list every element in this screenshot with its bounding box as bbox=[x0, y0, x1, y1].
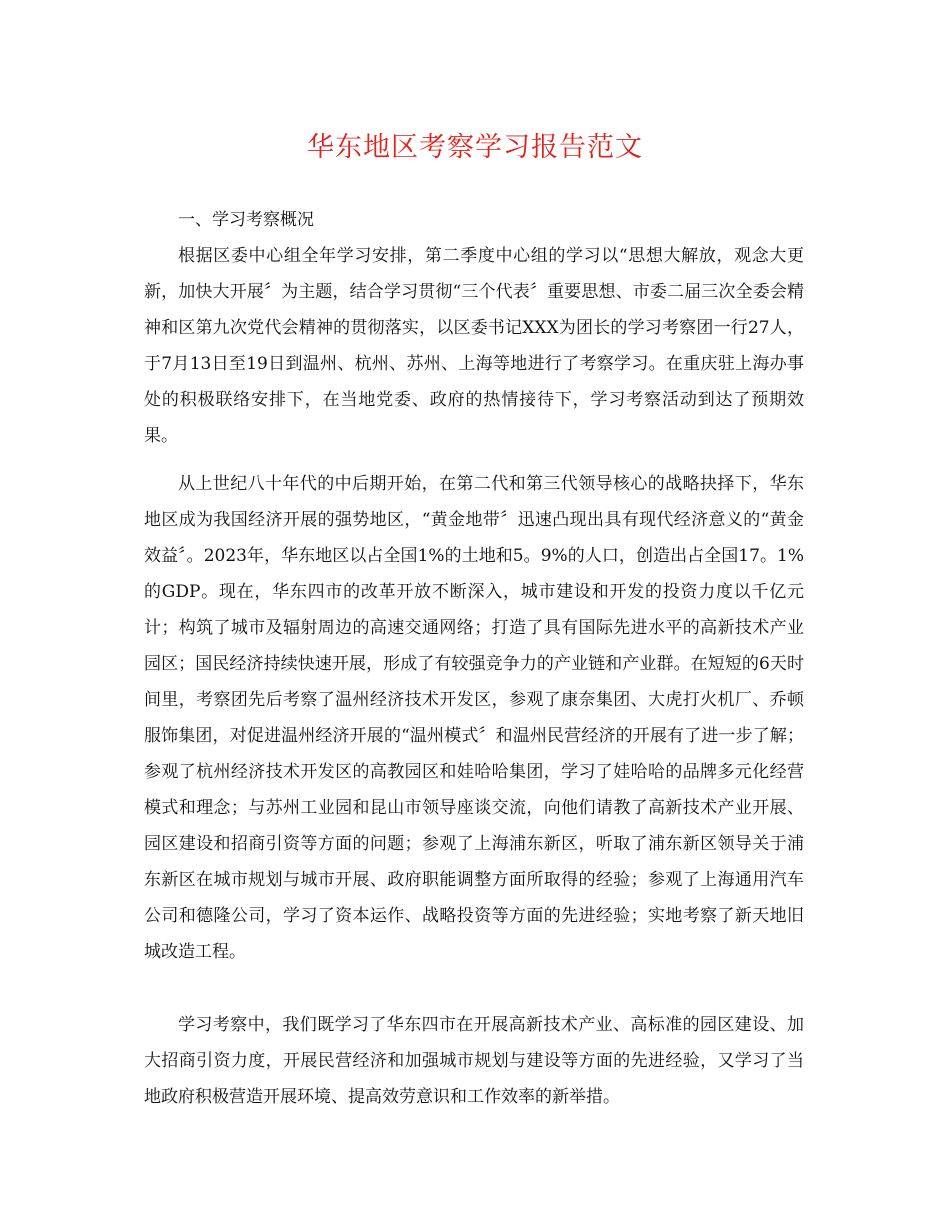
paragraph-learning-summary: 学习考察中，我们既学习了华东四市在开展高新技术产业、高标准的园区建设、加大招商引资力度，开展民营经济和加强城市规划与建设等方面的先进经验，又学习了当地政府积极营造开展环境、提高效劳意识和工作效率的新举措。 bbox=[144, 1015, 804, 1107]
document-title: 华东地区考察学习报告范文 bbox=[307, 132, 643, 163]
paragraph-overview: 根据区委中心组全年学习安排，第二季度中心组的学习以“思想大解放，观念大更新，加快大开展〞为主题，结合学习贯彻“三个代表〞重要思想、市委二届三次全委会精神和区第九次党代会精神的贯彻落实，以区委书记XXX为团长的学习考察团一行27人，于7月13日至19日到温州、杭州、苏州、上海等地进行了考察学习。在重庆驻上海办事处的积极联络安排下，在当地党委、政府的热情接待下，学习考察活动到达了预期效果。 bbox=[144, 246, 804, 446]
section-heading: 一、学习考察概况 bbox=[178, 210, 314, 230]
paragraph-east-china-development: 从上世纪八十年代的中后期开始，在第二代和第三代领导核心的战略抉择下，华东地区成为我国经济开展的强势地区，“黄金地带〞迅速凸现出具有现代经济意义的“黄金效益〞。2023年，华东地区以占全国1%的土地和5。9%的人口，创造出占全国17。1%的GDP。现在，华东四市的改革开放不断深入，城市建设和开发的投资力度以千亿元计；构筑了城市及辐射周边的高速交通网络；打造了具有国际先进水平的高新技术产业园区；国民经济持续快速开展，形成了有较强竞争力的产业链和产业群。在短短的6天时间里，考察团先后考察了温州经济技术开发区，参观了康奈集团、大虎打火机厂、乔顿服饰集团，对促进温州经济开展的“温州模式〞和温州民营经济的开展有了进一步了解；参观了杭州经济技术开发区的高教园区和娃哈哈集团，学习了娃哈哈的品牌多元化经营模式和理念；与苏州工业园和昆山市领导座谈交流，向他们请教了高新技术产业开展、园区建设和招商引资等方面的问题；参观了上海浦东新区，听取了浦东新区领导关于浦东新区在城市规划与城市开展、政府职能调整方面所取得的经验；参观了上海通用汽车公司和德隆公司，学习了资本运作、战略投资等方面的先进经验；实地考察了新天地旧城改造工程。 bbox=[144, 474, 804, 962]
